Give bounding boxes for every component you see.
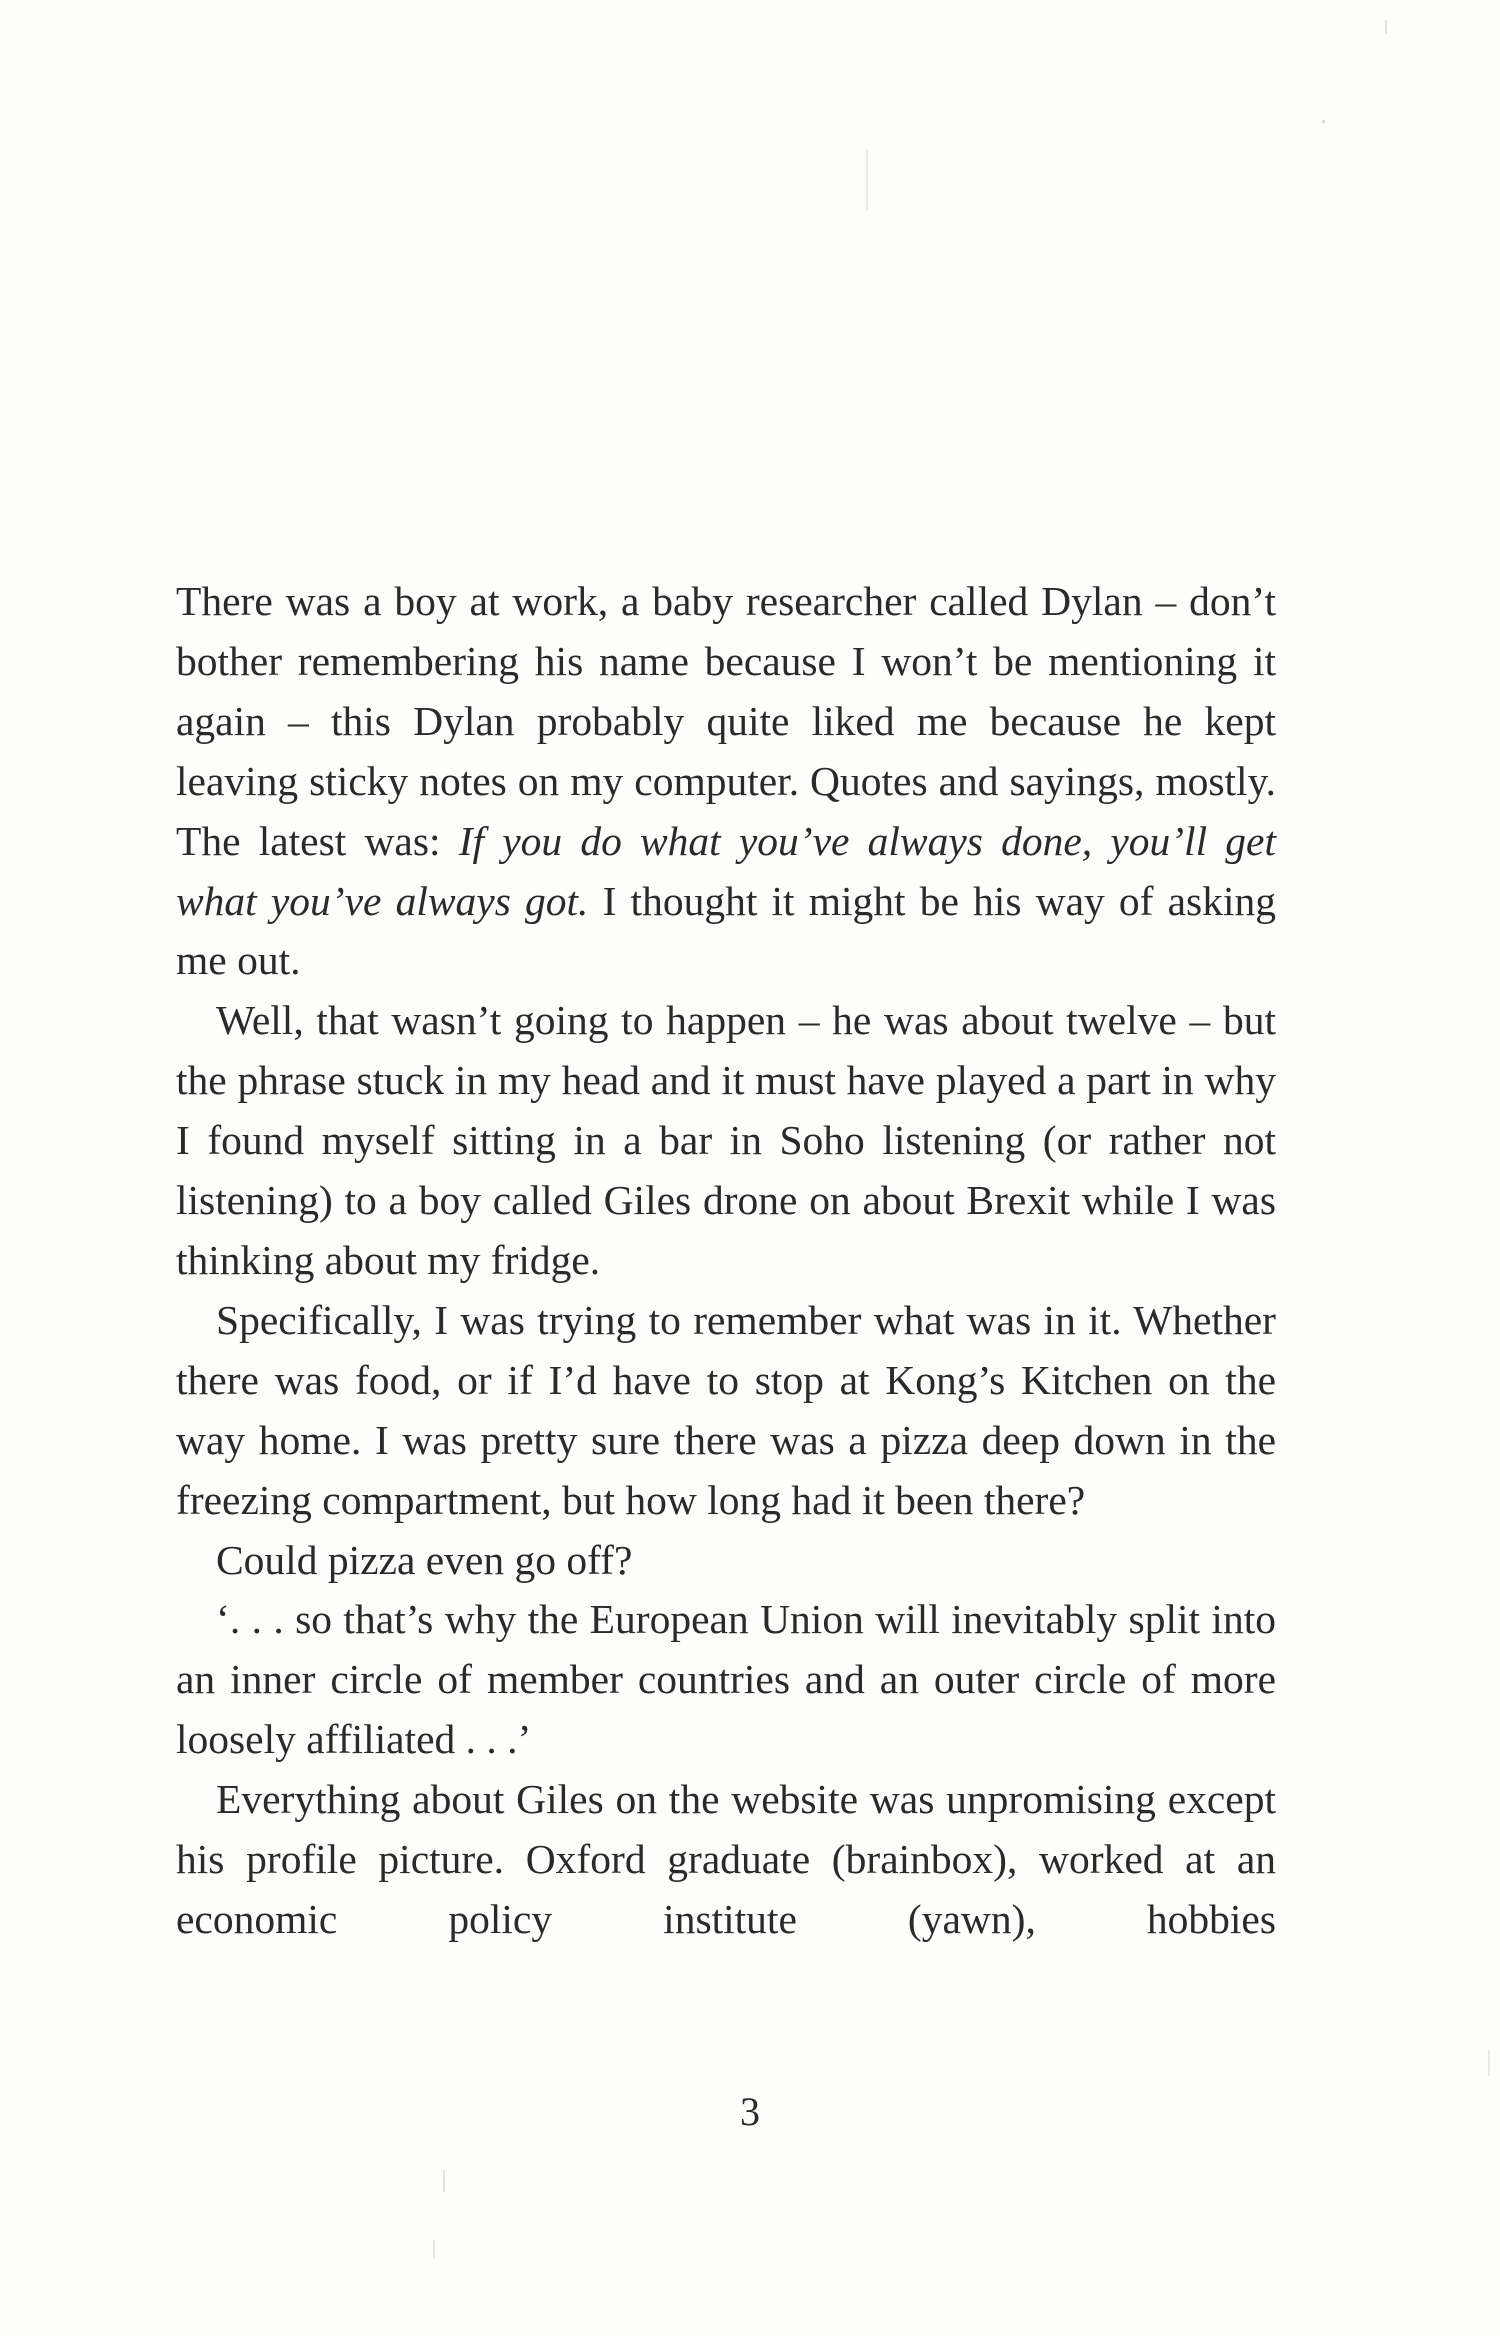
italic-quote: If you do what you’ve always done, you’ll get what you’ve always got. [176,817,1276,924]
scan-mark [866,150,868,210]
paragraph-4: Could pizza even go off? [216,1536,633,1583]
scan-mark [1322,120,1325,123]
paragraph-5: ‘. . . so that’s why the European Union will inevitably split into an inner circle of member countries and an outer circle of more loosely affiliated . . .’ [176,1596,1276,1763]
paragraph-3: Specifically, I was trying to remember what was in it. Whether there was food, or if I’d have to stop at Kong’s Kitchen on the way home. I was pretty sure there was a pizza deep down in the freezing compartment, but how long had it been there? [176,1296,1276,1523]
page-number: 3 [740,2089,760,2134]
body-text [176,572,1276,1950]
scan-mark [443,2170,445,2192]
paragraph-1 [176,572,1276,991]
paragraph-1-text-start: There was a boy at work, a baby researcher called Dylan – don’t bother remembering his name because I won’t be mentioning it again – this Dylan probably quite liked me because he kept leaving sticky notes on my computer. Quotes and sayings, mostly. The latest was: [176,578,1276,864]
paragraph-6: Everything about Giles on the website was unpromising except his profile picture. Oxford graduate (brainbox), worked at an economic policy institute (yawn), hobbies [176,1776,1276,1942]
paragraph-2: Well, that wasn’t going to happen – he was about twelve – but the phrase stuck in my head and it must have played a part in why I found myself sitting in a bar in Soho listening (or rather not listening) to a boy called Giles drone on about Brexit while I was thinking about my fridge. [176,997,1276,1283]
scan-mark [1488,2050,1490,2076]
paragraph-1-text-end: I thought it might be his way of asking me out. [176,877,1276,984]
scan-mark [1385,20,1387,34]
scan-mark [433,2240,435,2258]
